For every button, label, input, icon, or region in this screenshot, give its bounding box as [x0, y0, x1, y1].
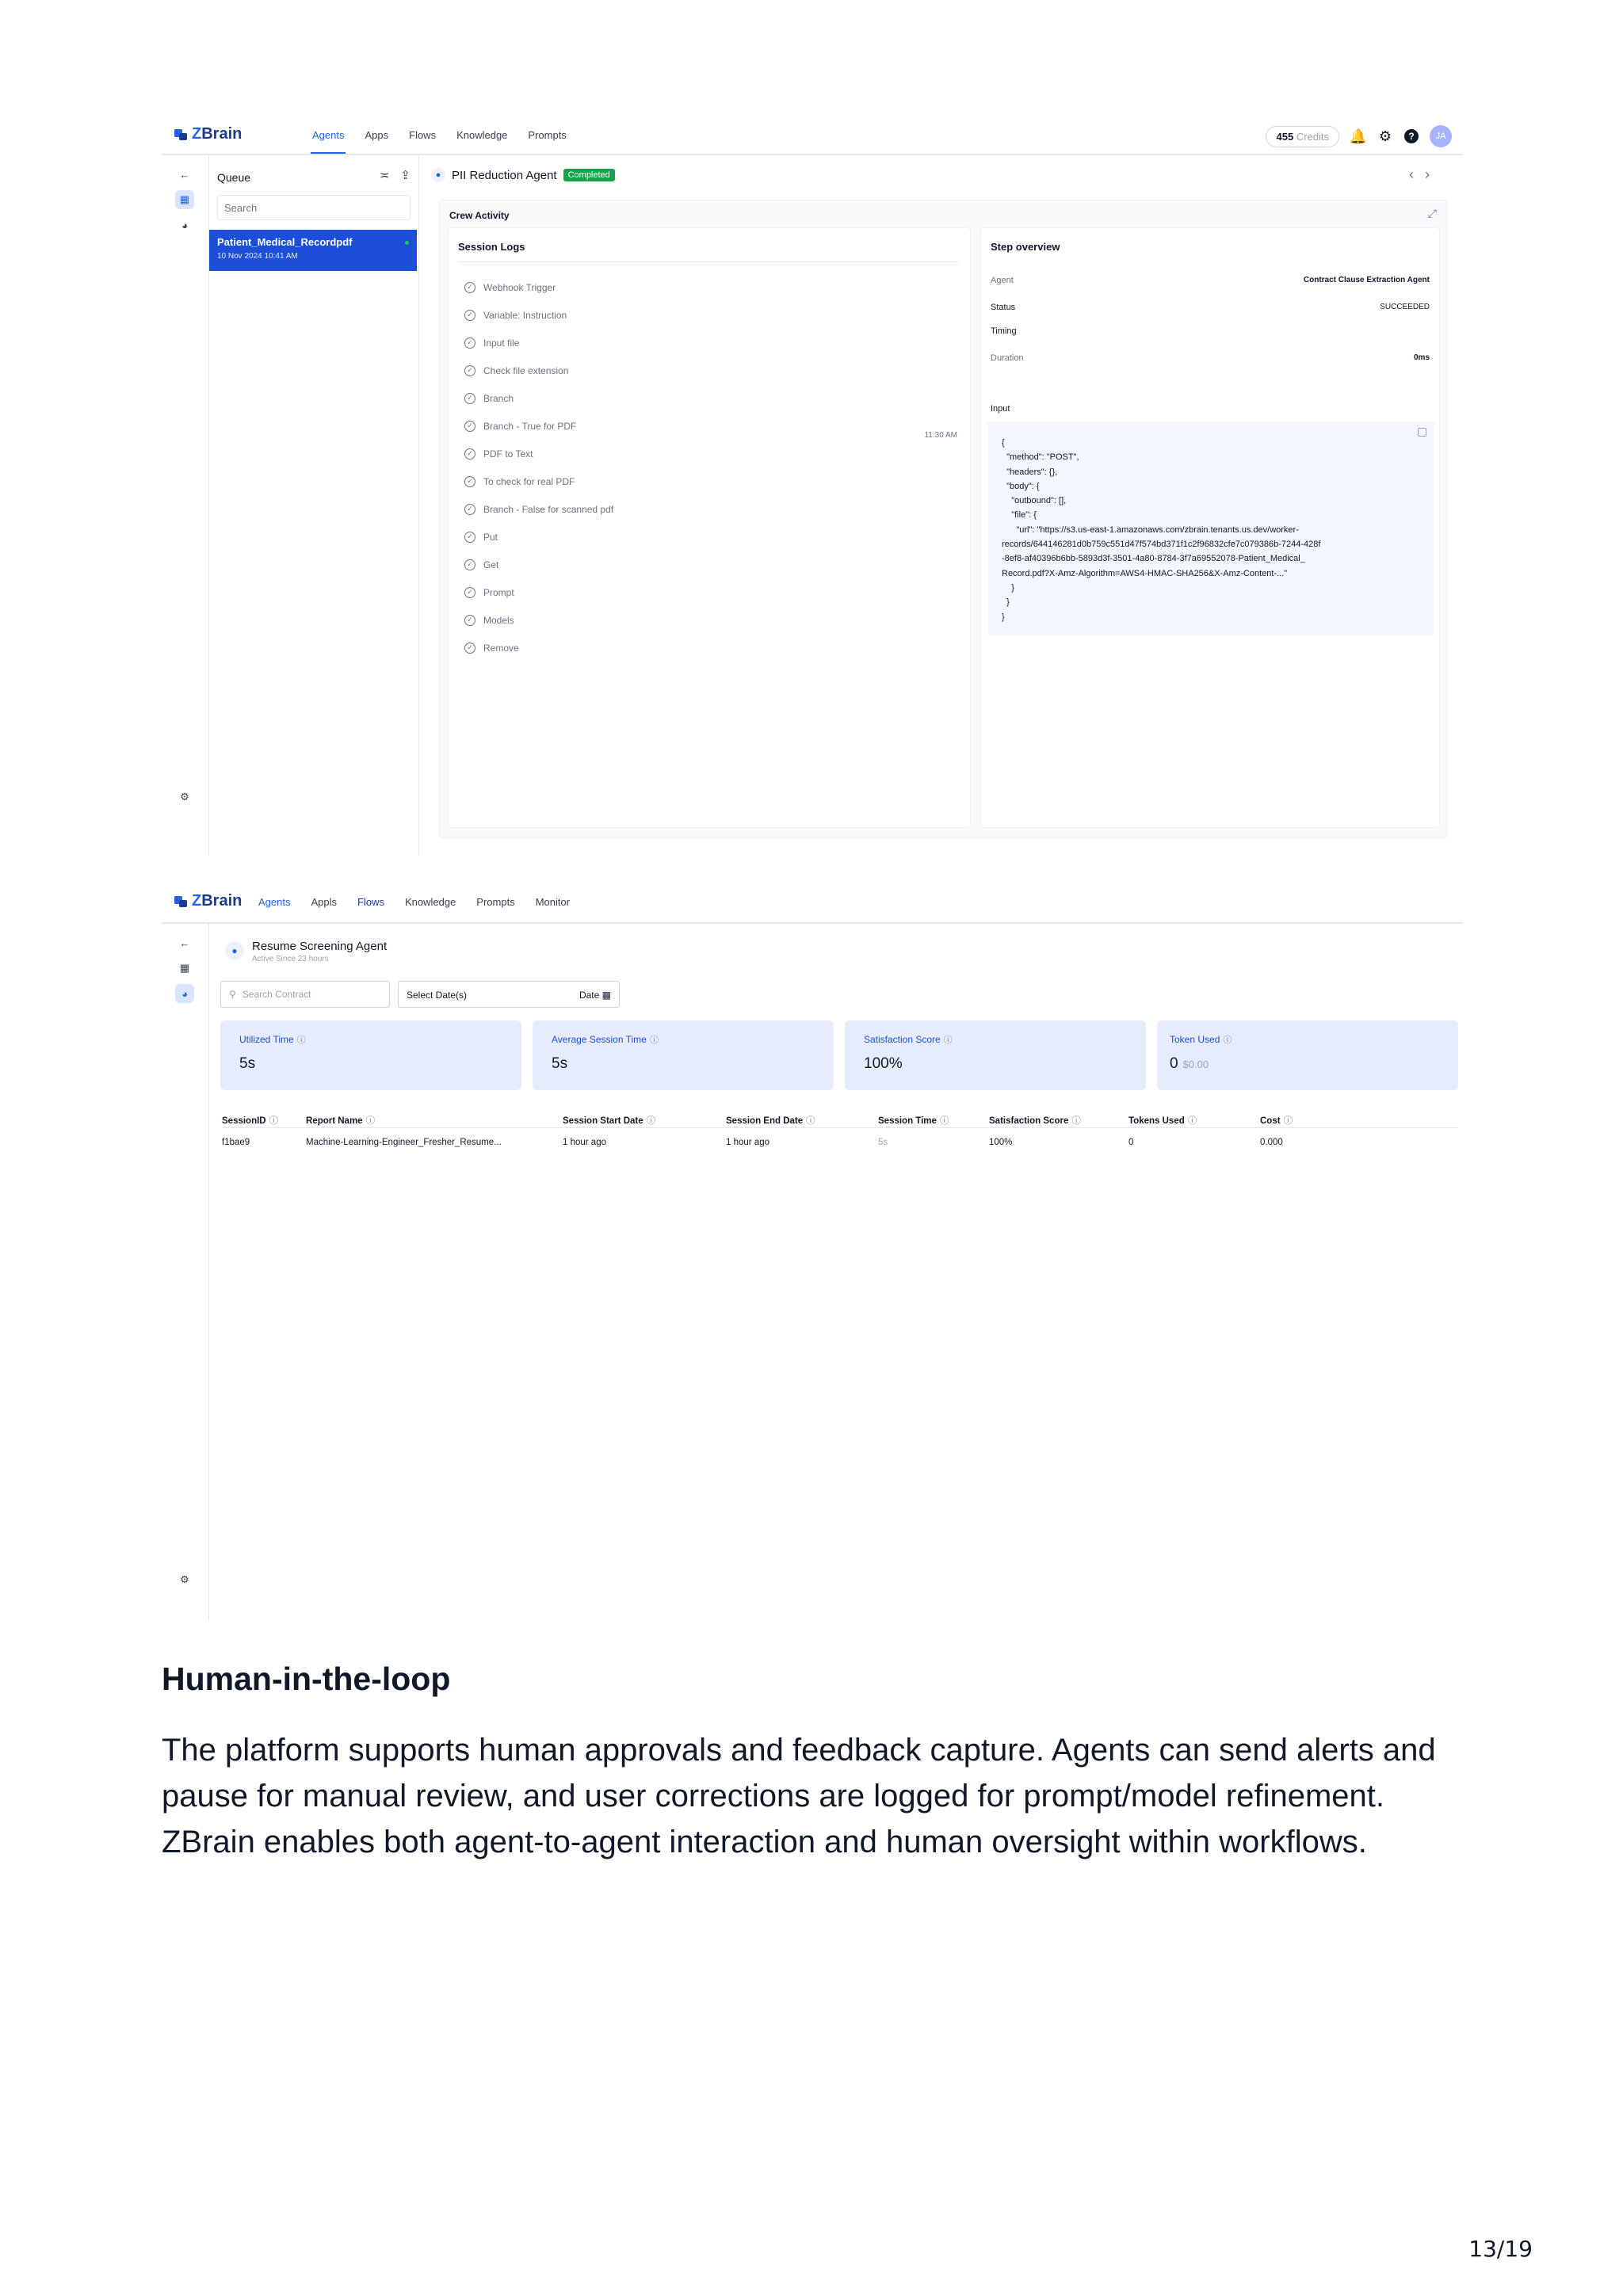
queue-item[interactable]	[209, 230, 417, 271]
log-timestamp: 11:30 AM	[924, 431, 957, 440]
left-rail	[162, 155, 209, 856]
nav-tab-knowledge[interactable]: Knowledge	[404, 896, 456, 908]
stat-card-utilized-time: Utilized Time ⓘ 5s	[220, 1020, 521, 1090]
copy-icon[interactable]	[1418, 428, 1426, 437]
table-header	[222, 1111, 1458, 1128]
check-circle-icon: ✓	[464, 365, 475, 376]
agent-monitor-screenshot	[162, 886, 1463, 1621]
user-avatar[interactable]: JA	[1430, 125, 1452, 147]
nav-tab-prompts[interactable]: Prompts	[528, 129, 567, 141]
check-circle-icon: ✓	[464, 282, 475, 293]
nav-tab-agents[interactable]: Agents	[258, 896, 291, 908]
check-circle-icon: ✓	[464, 310, 475, 321]
col-session-id[interactable]: SessionID ⓘ	[222, 1116, 279, 1126]
log-item[interactable]: ✓ Branch	[464, 393, 514, 404]
stat-card-satisfaction-score: Satisfaction Score ⓘ 100%	[845, 1020, 1146, 1090]
log-item[interactable]: ✓ PDF to Text	[464, 448, 533, 460]
nav-tab-flows[interactable]: Flows	[357, 896, 384, 908]
col-session-time[interactable]: Session Time ⓘ	[878, 1116, 949, 1126]
step-duration-row: Duration 0ms	[991, 353, 1430, 363]
gear-icon[interactable]: ⚙	[1378, 128, 1392, 144]
info-icon[interactable]: ⓘ	[1223, 1035, 1232, 1045]
table-row[interactable]: f1bae9 Machine-Learning-Engineer_Fresher_Resume... 1 hour ago 1 hour ago 5s 100% 0 0.000	[222, 1138, 1283, 1147]
session-logs-title: Session Logs	[458, 241, 525, 253]
log-item[interactable]: ✓ Webhook Trigger	[464, 282, 556, 293]
log-item[interactable]: ✓ Remove	[464, 643, 519, 654]
agent-active-since: Active Since 23 hours	[252, 955, 329, 963]
info-icon: ⓘ	[939, 1116, 949, 1126]
collapse-icon[interactable]: ⤢	[1427, 207, 1437, 219]
nav-tab-apps[interactable]: Apps	[365, 129, 389, 141]
col-session-end-date[interactable]: Session End Date ⓘ	[726, 1116, 815, 1126]
agent-name: PII Reduction Agent	[452, 168, 557, 182]
col-session-start-date[interactable]: Session Start Date ⓘ	[563, 1116, 656, 1126]
page-number: 13/19	[1468, 2236, 1533, 2262]
check-circle-icon: ✓	[464, 559, 475, 570]
queue-search-input[interactable]	[217, 195, 411, 220]
check-circle-icon: ✓	[464, 421, 475, 432]
agent-avatar-icon: ●	[431, 168, 445, 182]
agent-avatar-icon: ●	[225, 941, 244, 960]
log-item[interactable]: ✓ Models	[464, 615, 514, 626]
log-item[interactable]: ✓ To check for real PDF	[464, 476, 575, 487]
step-overview-title: Step overview	[991, 241, 1060, 253]
log-item[interactable]: ✓ Put	[464, 532, 498, 543]
search-icon: ⚲	[229, 989, 236, 1000]
nav-tab-knowledge[interactable]: Knowledge	[456, 129, 508, 141]
monitor-gauge-icon[interactable]: ◕	[175, 984, 194, 1003]
zbrain-logo[interactable]: ZBrain	[174, 125, 242, 143]
settings-gear-icon[interactable]: ⚙	[180, 1573, 189, 1585]
dashboard-gauge-icon[interactable]: ◕	[181, 219, 188, 231]
info-icon[interactable]: ⓘ	[943, 1035, 953, 1045]
nav-tab-agents[interactable]: Agents	[312, 129, 345, 141]
crew-activity-panel	[439, 200, 1447, 838]
check-circle-icon: ✓	[464, 643, 475, 654]
agent-activity-screenshot	[162, 119, 1463, 856]
prev-next-arrows[interactable]	[1409, 166, 1441, 183]
agent-header	[431, 168, 615, 182]
input-label: Input	[991, 404, 1010, 414]
info-icon: ⓘ	[806, 1116, 815, 1126]
nav-tab-flows[interactable]: Flows	[409, 129, 437, 141]
nav-tab-monitor[interactable]: Monitor	[535, 896, 571, 908]
log-item[interactable]: ✓ Input file	[464, 338, 519, 349]
input-json-block: { "method": "POST", "headers": {}, "body": { "outbound": [], "file": { "url": "https://s3.us-east-1.amazonaws.com/zbrain.tenants.us.dev/worker- records/644146281d0b759c551d47f574bd371f1c2f96832cfe7c079386b-7244-428f -8ef8-af40396b6bb-5893d3f-3501-4a80-8784-3f7a69552078-Patient_Medical_ Record.pdf?X-Amz-Algorithm=AWS4-HMAC-SHA256&X-Amz-Content-..." } } }	[987, 421, 1434, 635]
check-circle-icon: ✓	[464, 338, 475, 349]
filter-sliders-icon[interactable]: ≍	[379, 169, 390, 182]
nav-tab-prompts[interactable]: Prompts	[476, 896, 515, 908]
agent-header	[225, 940, 387, 963]
check-circle-icon: ✓	[464, 587, 475, 598]
search-contract-input[interactable]: ⚲ Search Contract	[220, 981, 390, 1008]
zbrain-logo-icon	[174, 129, 187, 140]
info-icon[interactable]: ⓘ	[649, 1035, 659, 1045]
status-dot	[405, 241, 409, 245]
section-heading: Human-in-the-loop	[162, 1661, 451, 1697]
step-overview-panel	[980, 227, 1440, 828]
date-picker[interactable]: Select Date(s) Date ▦	[398, 981, 620, 1008]
credits-badge[interactable]: 455 Credits	[1266, 126, 1339, 147]
session-logs-panel	[448, 227, 971, 828]
queue-tools	[380, 168, 411, 182]
info-icon: ⓘ	[365, 1116, 376, 1126]
back-arrow-icon[interactable]: ←	[179, 936, 190, 949]
col-report-name[interactable]: Report Name ⓘ	[306, 1116, 376, 1126]
info-icon: ⓘ	[269, 1116, 279, 1126]
main-nav-tabs	[258, 896, 590, 908]
crew-activity-title: Crew Activity	[449, 210, 510, 221]
notification-bell-icon[interactable]: 🔔	[1349, 128, 1368, 144]
queue-panel	[209, 155, 419, 856]
settings-gear-icon[interactable]: ⚙	[180, 791, 189, 803]
step-timing-row: Timing	[991, 326, 1017, 336]
log-item[interactable]: ✓ Variable: Instruction	[464, 310, 567, 321]
step-agent-row: Agent Contract Clause Extraction Agent	[991, 276, 1430, 285]
top-right-controls	[1266, 125, 1452, 147]
zbrain-logo-icon	[174, 896, 187, 907]
info-icon[interactable]: ⓘ	[296, 1035, 306, 1045]
check-circle-icon: ✓	[464, 448, 475, 460]
log-item[interactable]: ✓ Get	[464, 559, 498, 570]
check-circle-icon: ✓	[464, 393, 475, 404]
divider	[458, 261, 959, 262]
check-circle-icon: ✓	[464, 615, 475, 626]
agents-rail-icon[interactable]: ▦	[175, 190, 194, 209]
chevron-left-icon[interactable]: ‹	[1409, 166, 1425, 182]
nav-tab-apps[interactable]: Appls	[311, 896, 338, 908]
log-item[interactable]: ✓ Prompt	[464, 587, 514, 598]
col-tokens-used[interactable]: Tokens Used ⓘ	[1128, 1116, 1197, 1126]
agents-rail-icon[interactable]: ▦	[179, 962, 190, 974]
queue-item-date: 10 Nov 2024 10:41 AM	[217, 252, 298, 261]
calendar-icon: ▦	[601, 990, 611, 1001]
info-icon: ⓘ	[1283, 1116, 1293, 1126]
check-circle-icon: ✓	[464, 532, 475, 543]
info-icon: ⓘ	[1187, 1116, 1197, 1126]
section-paragraph: The platform supports human approvals and feedback capture. Agents can send alerts and pause for manual review, and user corrections are logged for prompt/model refinement. ZBrain enables both agent-to-agent interaction and human oversight within workflows.	[162, 1733, 1436, 1859]
main-nav-tabs	[312, 129, 587, 141]
check-circle-icon: ✓	[464, 504, 475, 515]
back-arrow-icon[interactable]: ←	[179, 168, 190, 181]
queue-title: Queue	[217, 171, 251, 184]
left-rail	[162, 924, 209, 1621]
chevron-right-icon[interactable]: ›	[1425, 166, 1441, 182]
info-icon: ⓘ	[646, 1116, 656, 1126]
upload-icon[interactable]: ⇪	[400, 169, 411, 182]
log-item[interactable]: ✓ Check file extension	[464, 365, 568, 376]
stat-card-token-used: Token Used ⓘ 0 $0.00	[1157, 1020, 1458, 1090]
top-nav	[162, 886, 1463, 924]
top-nav	[162, 119, 1463, 155]
log-item[interactable]: ✓ Branch - False for scanned pdf	[464, 504, 613, 515]
help-icon[interactable]: ?	[1404, 129, 1419, 143]
log-item[interactable]: ✓ Branch - True for PDF	[464, 421, 576, 432]
stat-card-average-session-time: Average Session Time ⓘ 5s	[533, 1020, 834, 1090]
status-badge: Completed	[563, 169, 615, 181]
col-cost[interactable]: Cost ⓘ	[1260, 1116, 1293, 1126]
queue-item-name: Patient_Medical_Recordpdf	[217, 236, 353, 248]
step-status-row: Status SUCCEEDED	[991, 303, 1430, 312]
check-circle-icon: ✓	[464, 476, 475, 487]
zbrain-logo[interactable]: ZBrain	[174, 892, 242, 910]
info-icon: ⓘ	[1071, 1116, 1081, 1126]
col-satisfaction-score[interactable]: Satisfaction Score ⓘ	[989, 1116, 1081, 1126]
agent-name: Resume Screening Agent	[252, 940, 388, 953]
